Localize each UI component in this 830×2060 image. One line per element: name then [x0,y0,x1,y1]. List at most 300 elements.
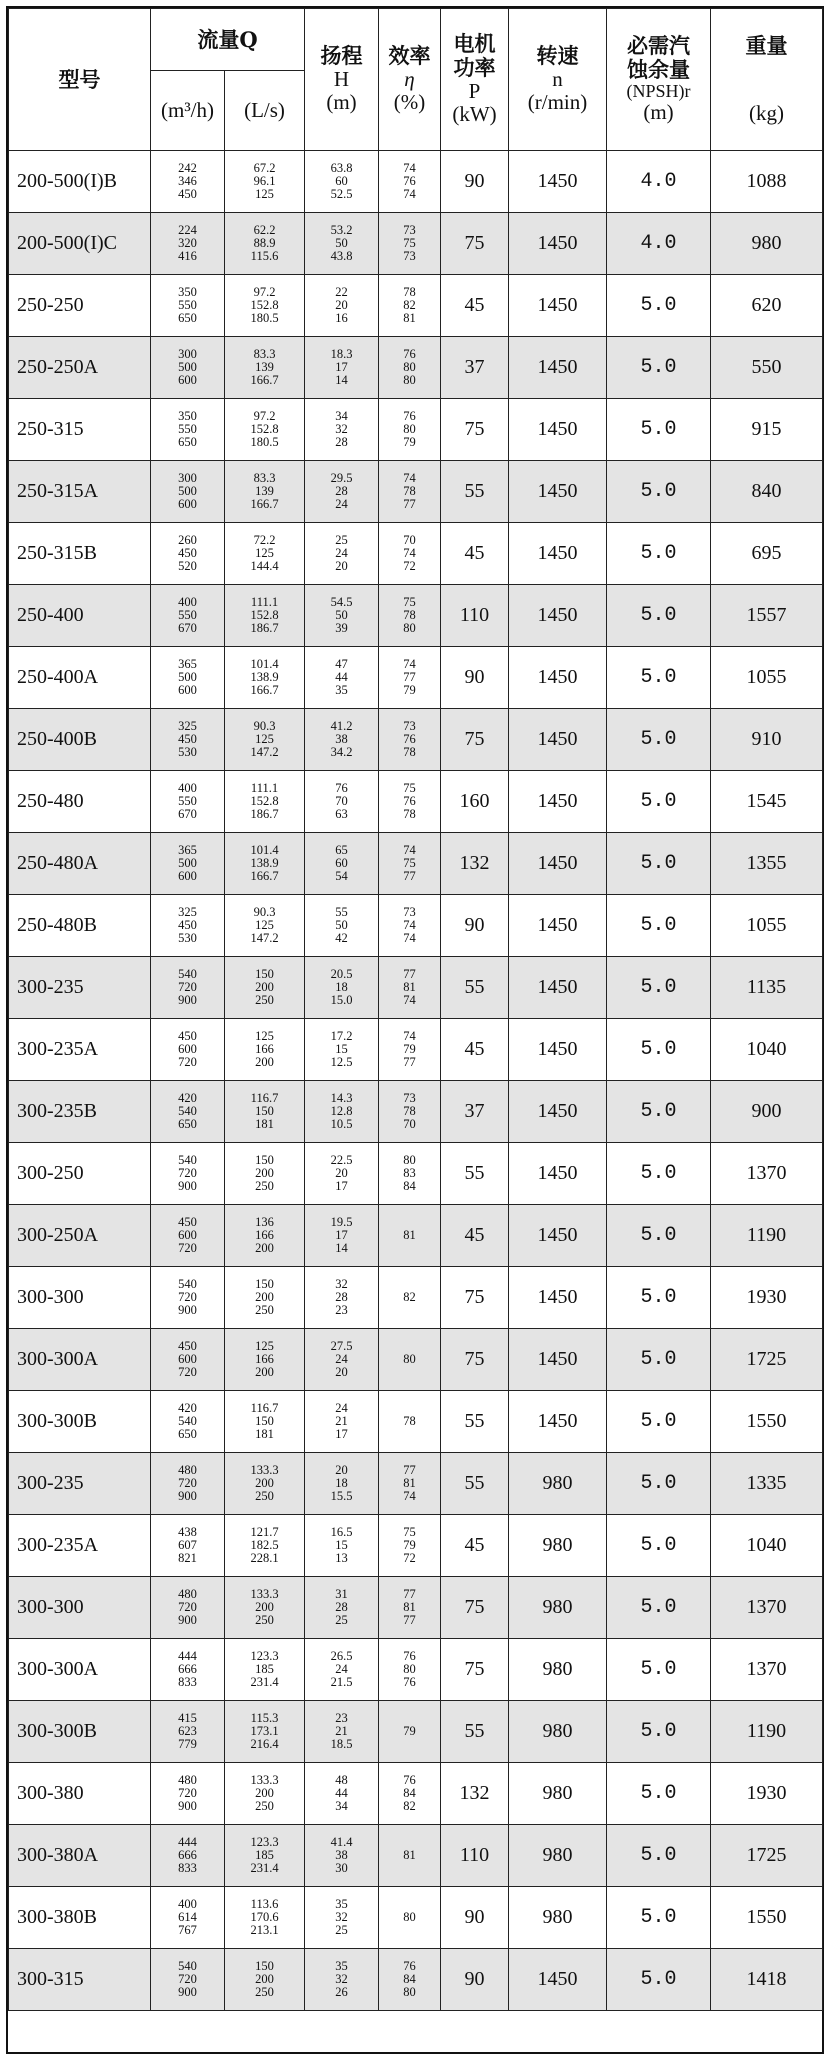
flow-m3h-cell [151,1763,225,1825]
model-cell: 300-300 [9,1267,151,1329]
flow-ls-cell-value: 152.8 [250,297,279,312]
model-cell: 250-400A [9,647,151,709]
flow-ls-cell [225,1267,305,1329]
flow-ls-cell-value: 200 [255,1289,274,1304]
flow-m3h-cell [151,957,225,1019]
head-cell-value: 34 [335,408,348,423]
npsh-cell: 4.0 [607,151,711,213]
flow-ls-cell-value: 62.2 [253,222,276,237]
flow-ls-cell [225,1143,305,1205]
head-cell-value: 63 [335,807,348,822]
npsh-cell: 5.0 [607,523,711,585]
table-row [9,1205,823,1267]
flow-ls-cell-value: 166 [255,1041,274,1056]
flow-ls-cell [225,1515,305,1577]
flow-m3h-cell-value: 650 [178,1427,197,1442]
npsh-cell: 5.0 [607,275,711,337]
power-cell: 55 [441,461,509,523]
head-cell-value: 63.8 [330,160,353,175]
weight-cell: 980 [711,213,823,275]
flow-ls-cell-value: 166.7 [250,373,279,388]
npsh-cell: 5.0 [607,895,711,957]
head-cell [305,523,379,585]
efficiency-cell-value: 75 [403,780,416,795]
flow-ls-cell-value: 250 [255,993,274,1008]
weight-cell: 1550 [711,1887,823,1949]
speed-cell: 1450 [509,213,607,275]
npsh-cell: 5.0 [607,461,711,523]
flow-ls-cell-value: 180.5 [250,311,279,326]
head-cell-value: 32 [335,1971,348,1986]
flow-ls-cell [225,1639,305,1701]
flow-ls-cell [225,275,305,337]
efficiency-cell-value: 73 [403,249,416,264]
head-cell [305,1577,379,1639]
head-cell-value: 20 [335,1165,348,1180]
head-cell-value: 44 [335,1785,348,1800]
table-row [9,1639,823,1701]
efficiency-cell-value: 81 [403,1599,416,1614]
head-cell-value: 15.5 [330,1489,353,1504]
head-cell-value: 20 [335,1365,348,1380]
flow-ls-cell-value: 200 [255,1785,274,1800]
flow-m3h-cell [151,585,225,647]
flow-m3h-cell [151,337,225,399]
efficiency-cell-value: 77 [403,1613,416,1628]
flow-m3h-cell [151,1329,225,1391]
flow-m3h-cell-value: 900 [178,1303,197,1318]
efficiency-cell-value: 75 [403,1524,416,1539]
weight-cell: 1545 [711,771,823,833]
flow-m3h-cell-value: 300 [178,346,197,361]
head-cell-value: 15 [335,1537,348,1552]
flow-m3h-cell-value: 500 [178,669,197,684]
header-eff-symbol: η [404,66,415,91]
power-cell: 90 [441,1949,509,2011]
weight-cell: 1190 [711,1701,823,1763]
flow-m3h-cell [151,1515,225,1577]
flow-m3h-cell-value: 550 [178,421,197,436]
flow-ls-cell-value: 144.4 [250,559,279,574]
efficiency-cell-value: 75 [403,594,416,609]
efficiency-cell-value: 84 [403,1179,416,1194]
npsh-cell: 5.0 [607,1949,711,2011]
head-cell-value: 50 [335,235,348,250]
head-cell-value: 28 [335,1289,348,1304]
flow-m3h-cell-value: 540 [178,1413,197,1428]
head-cell [305,1391,379,1453]
table-row [9,1701,823,1763]
table-row [9,1391,823,1453]
head-cell [305,1019,379,1081]
npsh-cell: 5.0 [607,337,711,399]
efficiency-cell-value: 80 [403,1910,416,1924]
flow-ls-cell-value: 181 [255,1117,274,1132]
flow-m3h-cell-value: 325 [178,904,197,919]
flow-m3h-cell-value: 600 [178,869,197,884]
flow-ls-cell-value: 83.3 [253,470,276,485]
flow-ls-cell [225,337,305,399]
flow-ls-cell-value: 116.7 [250,1090,279,1105]
table-row [9,1019,823,1081]
header-speed-unit: (r/min) [527,90,588,115]
flow-m3h-cell [151,771,225,833]
head-cell-value: 55 [335,904,348,919]
head-cell-value: 21 [335,1723,348,1738]
weight-cell: 1370 [711,1577,823,1639]
efficiency-cell-value: 79 [403,1537,416,1552]
model-cell: 250-250A [9,337,151,399]
efficiency-cell-value: 73 [403,904,416,919]
head-cell-value: 18.5 [330,1737,353,1752]
flow-m3h-cell-value: 833 [178,1861,197,1876]
weight-cell: 1725 [711,1329,823,1391]
flow-ls-cell-value: 139 [255,483,274,498]
flow-m3h-cell-value: 900 [178,1489,197,1504]
flow-m3h-cell-value: 450 [178,731,197,746]
flow-m3h-cell-value: 500 [178,359,197,374]
flow-m3h-cell [151,709,225,771]
weight-cell: 1418 [711,1949,823,2011]
efficiency-cell-value: 73 [403,222,416,237]
table-row [9,151,823,213]
head-cell-value: 18 [335,979,348,994]
flow-m3h-cell-value: 450 [178,187,197,202]
flow-ls-cell-value: 101.4 [250,656,279,671]
head-cell [305,1329,379,1391]
head-cell-value: 31 [335,1586,348,1601]
header-flow-m3h [151,71,225,151]
flow-ls-cell-value: 150 [255,1958,274,1973]
efficiency-cell [379,1763,441,1825]
efficiency-cell [379,1701,441,1763]
weight-cell: 1190 [711,1205,823,1267]
speed-cell: 1450 [509,1205,607,1267]
flow-m3h-cell-value: 350 [178,284,197,299]
flow-m3h-cell-value: 540 [178,966,197,981]
flow-ls-cell-value: 173.1 [250,1723,279,1738]
flow-ls-cell [225,709,305,771]
efficiency-cell-value: 75 [403,855,416,870]
npsh-cell: 4.0 [607,213,711,275]
flow-ls-cell-value: 200 [255,1241,274,1256]
flow-m3h-cell-value: 450 [178,1214,197,1229]
header-power-title-2: 功率 [453,54,496,80]
header-power [441,9,509,151]
flow-ls-cell-value: 138.9 [250,669,279,684]
flow-m3h-cell-value: 600 [178,497,197,512]
efficiency-cell-value: 77 [403,669,416,684]
header-power-unit: (kW) [452,102,497,127]
head-cell-value: 28 [335,1599,348,1614]
flow-m3h-cell-value: 720 [178,979,197,994]
head-cell-value: 43.8 [330,249,353,264]
efficiency-cell [379,1329,441,1391]
efficiency-cell [379,523,441,585]
power-cell: 55 [441,1453,509,1515]
model-cell: 300-300B [9,1701,151,1763]
flow-m3h-cell-value: 600 [178,683,197,698]
model-cell: 300-250 [9,1143,151,1205]
head-cell-value: 54 [335,869,348,884]
head-cell [305,399,379,461]
efficiency-cell-value: 80 [403,1352,416,1366]
head-cell-value: 15 [335,1041,348,1056]
header-model: 型号 [9,9,151,151]
flow-ls-cell-value: 150 [255,966,274,981]
efficiency-cell [379,151,441,213]
efficiency-cell-value: 73 [403,718,416,733]
flow-m3h-cell-value: 900 [178,1985,197,2000]
efficiency-cell-value: 82 [403,1290,416,1304]
flow-ls-cell-value: 152.8 [250,607,279,622]
model-cell: 250-400 [9,585,151,647]
efficiency-cell-value: 77 [403,497,416,512]
flow-m3h-cell [151,1825,225,1887]
efficiency-cell-value: 78 [403,807,416,822]
head-cell [305,151,379,213]
efficiency-cell-value: 81 [403,979,416,994]
npsh-cell: 5.0 [607,1453,711,1515]
speed-cell: 1450 [509,461,607,523]
efficiency-cell-value: 79 [403,435,416,450]
efficiency-cell-value: 76 [403,731,416,746]
speed-cell: 1450 [509,337,607,399]
flow-m3h-cell-value: 320 [178,235,197,250]
flow-ls-cell-value: 186.7 [250,621,279,636]
npsh-cell: 5.0 [607,585,711,647]
flow-m3h-cell-value: 400 [178,780,197,795]
header-weight-unit: (kg) [749,100,785,125]
speed-cell: 980 [509,1701,607,1763]
head-cell [305,1267,379,1329]
table-row [9,771,823,833]
flow-m3h-cell [151,1701,225,1763]
head-cell-value: 24 [335,1400,348,1415]
flow-ls-cell-value: 125 [255,1028,274,1043]
weight-cell: 1335 [711,1453,823,1515]
efficiency-cell-value: 79 [403,1724,416,1738]
flow-ls-cell [225,1205,305,1267]
npsh-cell: 5.0 [607,1143,711,1205]
head-cell-value: 32 [335,421,348,436]
flow-ls-cell-value: 200 [255,979,274,994]
flow-m3h-cell-value: 530 [178,931,197,946]
head-cell-value: 24 [335,545,348,560]
head-cell [305,1081,379,1143]
head-cell-value: 12.8 [330,1103,353,1118]
flow-m3h-cell-value: 550 [178,793,197,808]
model-cell: 200-500(I)B [9,151,151,213]
flow-m3h-cell-value: 400 [178,1896,197,1911]
flow-ls-cell-value: 147.2 [250,931,279,946]
efficiency-cell-value: 77 [403,1055,416,1070]
head-cell-value: 18 [335,1475,348,1490]
header-npsh-symbol: (NPSH)r [626,81,691,102]
header-npsh-title-2: 蚀余量 [627,56,691,82]
efficiency-cell [379,895,441,957]
table-row [9,1577,823,1639]
header-weight-title: 重量 [745,32,788,58]
flow-m3h-cell-value: 550 [178,607,197,622]
head-cell [305,275,379,337]
model-cell: 250-250 [9,275,151,337]
power-cell: 75 [441,1329,509,1391]
flow-m3h-cell-value: 540 [178,1103,197,1118]
flow-ls-cell [225,895,305,957]
flow-m3h-cell [151,1639,225,1701]
head-cell [305,1825,379,1887]
flow-m3h-cell [151,1267,225,1329]
flow-ls-cell [225,1329,305,1391]
flow-ls-cell-value: 216.4 [250,1737,279,1752]
model-cell: 300-380B [9,1887,151,1949]
head-cell-value: 19.5 [330,1214,353,1229]
flow-ls-cell-value: 136 [255,1214,274,1229]
flow-m3h-cell-value: 900 [178,1179,197,1194]
flow-ls-cell-value: 150 [255,1152,274,1167]
efficiency-cell [379,1577,441,1639]
header-row-top [9,9,823,71]
flow-m3h-cell-value: 550 [178,297,197,312]
npsh-cell: 5.0 [607,399,711,461]
efficiency-cell-value: 84 [403,1971,416,1986]
flow-ls-cell-value: 121.7 [250,1524,279,1539]
weight-cell: 915 [711,399,823,461]
efficiency-cell-value: 78 [403,284,416,299]
efficiency-cell-value: 80 [403,1985,416,2000]
head-cell-value: 17 [335,1427,348,1442]
head-cell-value: 14 [335,1241,348,1256]
flow-m3h-cell-value: 450 [178,1338,197,1353]
flow-ls-cell [225,957,305,1019]
header-npsh [607,9,711,151]
model-cell: 300-235A [9,1019,151,1081]
efficiency-cell-value: 76 [403,1772,416,1787]
head-cell-value: 13 [335,1551,348,1566]
header-head-unit: (m) [326,90,357,115]
header-power-symbol: P [468,78,481,103]
efficiency-cell [379,1391,441,1453]
head-cell-value: 16.5 [330,1524,353,1539]
flow-ls-cell-value: 180.5 [250,435,279,450]
flow-ls-cell-value: 147.2 [250,745,279,760]
flow-ls-cell-value: 133.3 [250,1462,279,1477]
flow-ls-cell-value: 170.6 [250,1909,279,1924]
head-cell-value: 28 [335,483,348,498]
flow-m3h-cell-value: 720 [178,1785,197,1800]
speed-cell: 1450 [509,275,607,337]
head-cell-value: 47 [335,656,348,671]
model-cell: 300-380A [9,1825,151,1887]
flow-m3h-cell-value: 224 [178,222,197,237]
efficiency-cell-value: 76 [403,173,416,188]
speed-cell: 1450 [509,1081,607,1143]
table-row [9,461,823,523]
flow-ls-cell-value: 90.3 [253,718,276,733]
npsh-cell: 5.0 [607,833,711,895]
flow-ls-cell [225,771,305,833]
head-cell-value: 16 [335,311,348,326]
flow-ls-cell-value: 166.7 [250,497,279,512]
efficiency-cell [379,337,441,399]
head-cell-value: 25 [335,532,348,547]
flow-ls-cell [225,213,305,275]
flow-ls-cell-value: 139 [255,359,274,374]
npsh-cell: 5.0 [607,957,711,1019]
flow-ls-cell [225,833,305,895]
flow-m3h-cell-value: 600 [178,1041,197,1056]
efficiency-cell-value: 76 [403,1675,416,1690]
efficiency-cell [379,1019,441,1081]
efficiency-cell-value: 83 [403,1165,416,1180]
head-cell-value: 32 [335,1909,348,1924]
head-cell [305,1763,379,1825]
table-row [9,1267,823,1329]
speed-cell: 1450 [509,895,607,957]
flow-m3h-cell-value: 450 [178,917,197,932]
head-cell [305,647,379,709]
flow-m3h-cell-value: 480 [178,1462,197,1477]
flow-m3h-cell-value: 720 [178,1241,197,1256]
flow-m3h-cell-value: 438 [178,1524,197,1539]
flow-m3h-cell-value: 420 [178,1090,197,1105]
flow-ls-cell-value: 182.5 [250,1537,279,1552]
flow-m3h-cell-value: 365 [178,842,197,857]
speed-cell: 980 [509,1825,607,1887]
weight-cell: 1355 [711,833,823,895]
flow-ls-cell-value: 213.1 [250,1923,279,1938]
power-cell: 75 [441,213,509,275]
efficiency-cell-value: 80 [403,1661,416,1676]
efficiency-cell-value: 82 [403,1799,416,1814]
efficiency-cell [379,461,441,523]
efficiency-cell [379,1143,441,1205]
flow-ls-cell-value: 200 [255,1055,274,1070]
flow-m3h-cell-value: 416 [178,249,197,264]
head-cell-value: 23 [335,1710,348,1725]
flow-ls-cell-value: 88.9 [253,235,276,250]
npsh-cell: 5.0 [607,1019,711,1081]
flow-m3h-cell-value: 450 [178,1028,197,1043]
flow-m3h-cell-value: 614 [178,1909,197,1924]
flow-ls-cell-value: 115.6 [250,249,279,264]
model-cell: 300-300B [9,1391,151,1453]
efficiency-cell [379,957,441,1019]
efficiency-cell-value: 72 [403,1551,416,1566]
efficiency-cell-value: 78 [403,607,416,622]
flow-m3h-cell-value: 540 [178,1276,197,1291]
flow-m3h-cell [151,1949,225,2011]
table-row [9,585,823,647]
power-cell: 75 [441,1267,509,1329]
power-cell: 110 [441,1825,509,1887]
head-cell [305,1887,379,1949]
flow-m3h-cell [151,523,225,585]
head-cell [305,585,379,647]
efficiency-cell [379,647,441,709]
flow-ls-cell-value: 166 [255,1351,274,1366]
table-row [9,647,823,709]
flow-m3h-cell [151,275,225,337]
model-cell: 300-380 [9,1763,151,1825]
efficiency-cell-value: 74 [403,187,416,202]
flow-m3h-cell-value: 720 [178,1971,197,1986]
flow-m3h-cell-value: 623 [178,1723,197,1738]
efficiency-cell-value: 77 [403,1586,416,1601]
efficiency-cell [379,585,441,647]
flow-m3h-cell [151,1453,225,1515]
